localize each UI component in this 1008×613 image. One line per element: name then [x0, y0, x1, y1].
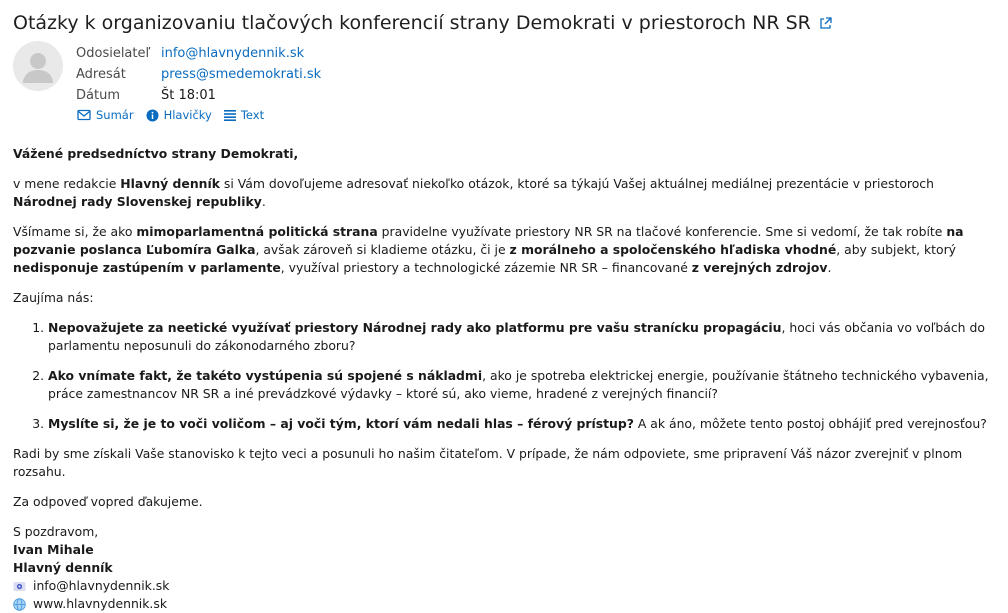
bold-span: z verejných zdrojov	[691, 260, 828, 275]
question-list	[13, 319, 998, 433]
text-span: , hoci vás občania vo voľbách do parlamentu neposunuli do zákonodarného zboru?	[48, 320, 985, 353]
date-label: Dátum	[76, 88, 120, 103]
from-row	[76, 43, 321, 64]
bold-span: z morálneho a spoločenského hľadiska vhodné	[509, 242, 837, 257]
to-address[interactable]: press@smedemokrati.sk	[161, 67, 322, 82]
person-icon	[13, 41, 63, 91]
envelope-icon	[77, 109, 91, 121]
sign-off: S pozdravom,	[13, 524, 99, 539]
bold-span: Myslíte si, že je to voči voličom – aj voči tým, ktorí vám nedali hlas – férový prístup?	[48, 416, 634, 431]
paragraph-request: Radi by sme získali Vaše stanovisko k tejto veci a posunuli ho našim čitateľom. V prípade, že nám odpoviete, sme pripravení Váš názor zverejniť v plnom rozsahu.	[13, 446, 963, 479]
tab-summary-label: Sumár	[96, 108, 134, 122]
text-span: .	[827, 260, 832, 275]
lines-icon	[224, 109, 236, 121]
text-span: A ak áno, môžete tento postoj obhájiť pred verejnosťou?	[633, 416, 987, 431]
text-span: Všímame si, že ako	[13, 224, 137, 239]
text-span: v mene redakcie	[13, 176, 121, 191]
to-label: Adresát	[76, 67, 126, 82]
bold-span: nedisponuje zastúpením v parlamente	[13, 260, 281, 275]
bold-span: Nepovažujete za neetické využívať priestory Národnej rady ako platformu pre vašu stranícku propagáciu	[48, 320, 782, 335]
message-header	[76, 43, 321, 106]
text-span: .	[261, 194, 266, 209]
date-row	[76, 85, 321, 106]
globe-icon	[13, 598, 26, 611]
from-label: Odosielateľ	[76, 46, 151, 61]
sign-name: Ivan Mihale	[13, 542, 94, 557]
bold-span: Národnej rady Slovenskej republiky	[13, 194, 262, 209]
paragraph-context	[13, 223, 998, 277]
signature-web-text: www.hlavnydennik.sk	[33, 596, 167, 611]
signature-web	[13, 595, 998, 613]
text-span: , avšak zároveň si kladieme otázku, či je	[255, 242, 510, 257]
signature-email	[13, 577, 998, 595]
paragraph-thanks: Za odpoveď vopred ďakujeme.	[13, 494, 203, 509]
list-item	[48, 367, 998, 403]
to-row	[76, 64, 321, 85]
text-span: , využíval priestory a technologické zázemie NR SR – financované	[280, 260, 692, 275]
sign-org: Hlavný denník	[13, 560, 113, 575]
tab-text[interactable]	[224, 108, 264, 122]
signature-email-text: info@hlavnydennik.sk	[33, 578, 170, 593]
sign-name-line	[13, 541, 998, 559]
paragraph-intro	[13, 175, 998, 211]
bold-span: Ako vnímate fakt, že takéto vystúpenia sú spojené s nákladmi	[48, 368, 483, 383]
greeting	[13, 145, 998, 163]
tab-text-label: Text	[240, 108, 265, 122]
view-tabs	[77, 108, 276, 122]
date-value: Št 18:01	[161, 88, 216, 103]
text-span: , aby subjekt, ktorý	[836, 242, 957, 257]
sign-org-line	[13, 559, 998, 577]
subject-row	[13, 12, 833, 34]
signature	[13, 523, 998, 613]
from-address[interactable]: info@hlavnydennik.sk	[161, 46, 305, 61]
email-subject: Otázky k organizovaniu tlačových konferencií strany Demokrati v priestoroch NR SR	[13, 12, 811, 34]
text-span: pravidelne využívate priestory NR SR na tlačové konferencie. Sme si vedomí, že tak robíte	[377, 224, 947, 239]
info-icon	[146, 109, 159, 122]
text-span: , ako je spotreba elektrickej energie, používanie štátneho technického vybavenia, práce zamestnancov NR SR a iné prevádzkové výdavky – ktoré sú, ako vieme, hradené z verejných financií?	[48, 368, 989, 401]
text-span: si Vám dovoľujeme adresovať niekoľko otázok, ktoré sa týkajú Vašej aktuálnej mediálnej prezentácie v priestoroch	[219, 176, 934, 191]
greeting-text: Vážené predsedníctvo strany Demokrati,	[13, 146, 299, 161]
bold-span: Hlavný denník	[120, 176, 220, 191]
tab-headers[interactable]	[146, 108, 212, 122]
sender-avatar	[13, 41, 63, 91]
paragraph-interest: Zaujíma nás:	[13, 290, 94, 305]
bold-span: mimoparlamentná politická strana	[136, 224, 378, 239]
tab-summary[interactable]	[77, 108, 134, 122]
email-icon	[13, 580, 26, 593]
tab-headers-label: Hlavičky	[163, 108, 212, 122]
message-body	[13, 145, 998, 613]
list-item	[48, 415, 998, 433]
bold-span: na pozvanie poslanca Ľubomíra Galka	[13, 224, 964, 257]
open-external-icon[interactable]	[818, 16, 833, 31]
list-item	[48, 319, 998, 355]
